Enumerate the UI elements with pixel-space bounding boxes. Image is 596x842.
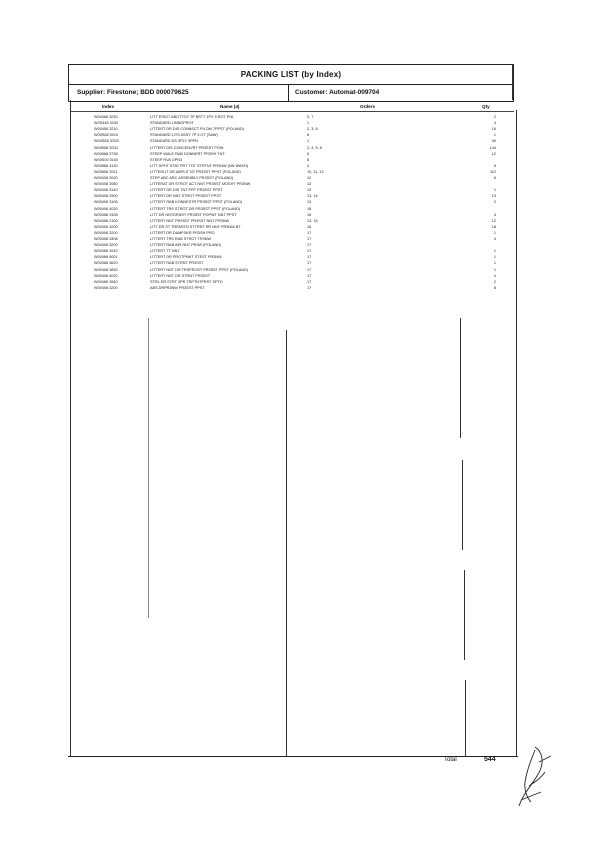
row-qty: 2	[493, 279, 496, 284]
row-orders: 5	[307, 151, 310, 156]
row-orders: 12	[307, 176, 312, 180]
row-name: LITTERT DR DIS TNT PRT PR3SST PPST	[150, 188, 223, 193]
row-name: LITTERT TRS STROT DR PR3SST PPST (POLAND)	[150, 206, 241, 211]
row-name: LITT SPHT STAT PRT TOT STRTNT PR3NW (NN WASH)	[150, 163, 248, 168]
row-index: W00408 3140	[94, 188, 118, 193]
row-orders: 17	[307, 243, 312, 248]
table-row	[72, 182, 512, 187]
row-name: STEEP WALE RAB DONNERT PR3SH TNT	[150, 151, 225, 156]
column-header-name: Name (4)	[220, 104, 240, 109]
table-row	[72, 152, 512, 157]
document-title: PACKING LIST (by Index)	[240, 70, 342, 79]
column-rule	[460, 318, 461, 438]
row-qty: 1	[493, 261, 496, 266]
row-orders: 13, 15	[307, 218, 318, 223]
row-orders: 17	[307, 249, 312, 254]
table-row	[72, 255, 512, 260]
table-row	[72, 194, 512, 199]
row-name: STRL DR STRT 3PR TRPTNTPRST SPTD	[150, 279, 223, 284]
row-orders: 17	[307, 285, 312, 290]
signature-image	[505, 742, 565, 812]
table-row	[72, 237, 512, 242]
row-orders: 1	[307, 139, 310, 144]
row-index: W00408 3200	[94, 230, 118, 235]
row-name: LITTERLIT DR ABPLIT NT PR3SST PPST (POLAND)	[150, 169, 241, 174]
row-index: W00458 3108	[94, 212, 118, 217]
row-qty: 13	[491, 194, 496, 199]
row-index: W00408 3200	[94, 285, 118, 290]
row-orders: 17	[307, 261, 312, 266]
row-qty: 1	[493, 255, 496, 260]
row-orders: 13, 14	[307, 194, 318, 199]
table-row	[72, 176, 512, 181]
total-value: 544	[484, 756, 496, 763]
row-qty: 112	[489, 169, 496, 174]
column-rule	[462, 460, 463, 550]
row-index: W00908 3S31	[94, 145, 119, 150]
table-row	[72, 164, 512, 169]
table-row	[72, 274, 512, 279]
table-row	[72, 200, 512, 205]
row-qty: 2	[493, 115, 496, 119]
row-index: W00408 3200	[94, 224, 118, 229]
row-name: LITTERT RAB KONNESTR PR3SST PPST (POLAND)	[150, 200, 243, 205]
table-row	[72, 207, 512, 212]
row-qty: 1	[493, 267, 496, 272]
row-qty: 4	[493, 237, 496, 241]
row-index: W00808 2021	[94, 169, 118, 174]
title-box	[68, 64, 514, 85]
row-orders: 15	[307, 212, 312, 217]
column-header-row	[70, 102, 514, 112]
row-name: STANDARD LITS ASSY 7P 3 OT (SAW)	[150, 133, 218, 138]
row-orders: 8	[307, 133, 310, 138]
row-orders: 10, 11, 12	[307, 169, 324, 174]
row-index: W00468 3230	[94, 115, 118, 119]
right-border	[516, 110, 517, 756]
row-name: LITTERT DR DIS CONNSCT PILOM 7PPST (POLAND)	[150, 127, 245, 132]
row-orders: 17	[307, 237, 312, 241]
right-border-top	[512, 64, 513, 100]
row-orders: 13	[307, 200, 312, 205]
row-orders: 5, 7	[307, 115, 314, 119]
row-index: W00468 3940	[94, 279, 118, 284]
row-qty: 5	[493, 163, 496, 168]
total-label: Total	[444, 757, 457, 763]
row-orders: 17	[307, 230, 312, 235]
row-qty: 4	[493, 273, 496, 278]
row-index: W00S68 5010	[94, 133, 119, 138]
row-name: STANDARD LINNOPROT	[150, 121, 194, 126]
row-index: W00S8S 3S20	[94, 139, 119, 144]
row-index: W00458 3210	[94, 127, 118, 132]
supplier-line: Supplier: Firestone; BDD 000079625	[77, 89, 189, 96]
row-index: W00S00 0100	[94, 157, 119, 162]
row-qty: 40	[491, 139, 496, 144]
row-index: W00408 3108	[94, 200, 118, 205]
row-name: LITT ERIO7 ABOTTOY 7P BSTT 1PX 5 ROT PNL	[150, 115, 235, 119]
column-header-index: Index	[102, 104, 114, 109]
row-name: STANDARD DS 3PLY 3PPN	[150, 139, 198, 144]
row-orders: 17	[307, 255, 312, 260]
column-rule	[148, 318, 149, 618]
row-qty: 1	[493, 188, 496, 193]
row-orders: 16	[307, 224, 312, 229]
table-row	[72, 115, 512, 120]
table-row	[72, 139, 512, 144]
row-qty: 8	[493, 285, 496, 290]
row-qty: 18	[491, 224, 496, 229]
row-qty: 12	[491, 218, 496, 223]
table-row	[72, 158, 512, 163]
row-qty: 4	[493, 121, 496, 126]
table-row	[72, 213, 512, 218]
row-name: LITTERT DR DAMPSKR PR3SH PRO	[150, 230, 215, 235]
row-name: LITTERT NNT DR STRNT PR3SST	[150, 273, 211, 278]
row-index: W00408 4030	[94, 206, 118, 211]
row-orders: 17	[307, 267, 312, 272]
table-row	[72, 146, 512, 151]
row-orders: 18	[307, 206, 312, 211]
row-orders: 17	[307, 279, 312, 284]
row-name: ABS DRPR3NW PR3SST PPST	[150, 285, 205, 290]
table-row	[72, 121, 512, 126]
row-name: LITT DR ST TRPARTN STTRNT RR NNT PR3NW BT	[150, 224, 241, 229]
column-header-qty: Qty	[482, 104, 490, 109]
row-name: LITTERT RAB AIR NNT PR3W (POLAND)	[150, 243, 222, 248]
row-orders: 17	[307, 273, 312, 278]
column-rule	[464, 570, 465, 660]
row-index: W00468 9001	[94, 255, 118, 260]
row-index: W00408 3830	[94, 267, 118, 272]
row-index: W00408 2080	[94, 182, 118, 187]
row-qty: 2	[493, 200, 496, 205]
row-orders: 13	[307, 188, 312, 193]
row-index: W00868 3130	[94, 163, 118, 168]
table-row	[72, 133, 512, 138]
row-index: W00408 2020	[94, 176, 118, 180]
row-index: W00868 3738	[94, 151, 118, 156]
table-row	[72, 225, 512, 230]
row-index: W00408 4020	[94, 273, 118, 278]
row-index: W00458 2100	[94, 218, 118, 223]
row-qty: 6	[493, 176, 496, 180]
row-orders: 4	[307, 163, 310, 168]
table-row	[72, 188, 512, 193]
column-rule	[465, 680, 466, 756]
row-name: LITTERT TT NNT	[150, 249, 180, 254]
row-name: LITTERT NNT DR TRSPROST PR3SST PPST (POLAND)	[150, 267, 249, 272]
header-box	[68, 84, 514, 102]
column-rule	[286, 330, 287, 756]
header-divider	[288, 85, 289, 101]
table-row	[72, 127, 512, 132]
row-qty: 12	[491, 151, 496, 156]
row-qty: 16	[491, 127, 496, 132]
row-qty: 4	[493, 212, 496, 217]
row-name: STEEP RVA OPN3	[150, 157, 183, 162]
row-name: LITTERT NNT PR3SST PR3SST NNT PR3NW	[150, 218, 230, 223]
row-qty: 1	[493, 230, 496, 235]
row-orders: 12	[307, 182, 312, 187]
table-row	[72, 268, 512, 273]
table-row	[72, 243, 512, 248]
row-name: LITTERT DR NNT STROT PR3SST PPST	[150, 194, 222, 199]
row-orders: 2, 3, 8	[307, 127, 318, 132]
row-name: LITTERT TRS RAB STROT TR3NW	[150, 237, 212, 241]
row-name: LITTERT RAB STRNT PR3SST	[150, 261, 204, 266]
customer-line: Customer: Automat-009704	[295, 89, 380, 96]
table-row	[72, 286, 512, 291]
row-index: W00468 3910	[94, 249, 118, 254]
table-row	[72, 231, 512, 236]
row-name: LITTERAT DR STROT ACT NNT PR3SST MOSHT PR3NW	[150, 182, 251, 187]
row-name: LITTERT DIS CONCENVRT PR3SST POW	[150, 145, 224, 150]
table-row	[72, 261, 512, 266]
row-name: LITT DR NNTDRNST PR3SST POPWT NNT PPST	[150, 212, 237, 217]
table-row	[72, 280, 512, 285]
table-row	[72, 249, 512, 254]
row-qty: 1	[493, 249, 496, 254]
row-name: STEP ABC ARC ASSEMBLY PR3SST (POLAND)	[150, 176, 234, 180]
row-index: W00408 3200	[94, 243, 118, 248]
row-index: W00408 2900	[94, 194, 118, 199]
row-qty: 144	[489, 145, 496, 150]
row-index: W00368 3620	[94, 261, 118, 266]
row-index: W00408 3308	[94, 237, 118, 241]
row-qty: 1	[493, 133, 496, 138]
column-header-orders: Orders	[360, 104, 376, 109]
table-row	[72, 170, 512, 175]
table-row	[72, 219, 512, 224]
row-index: W0S448 3230	[94, 121, 119, 126]
row-orders: 2, 4, 5, 8	[307, 145, 322, 150]
row-orders: 8	[307, 157, 310, 162]
row-name: LITTERT DR PROTPNNT STEST PR3NW	[150, 255, 222, 260]
left-border	[70, 100, 71, 756]
row-orders: 1	[307, 121, 310, 126]
